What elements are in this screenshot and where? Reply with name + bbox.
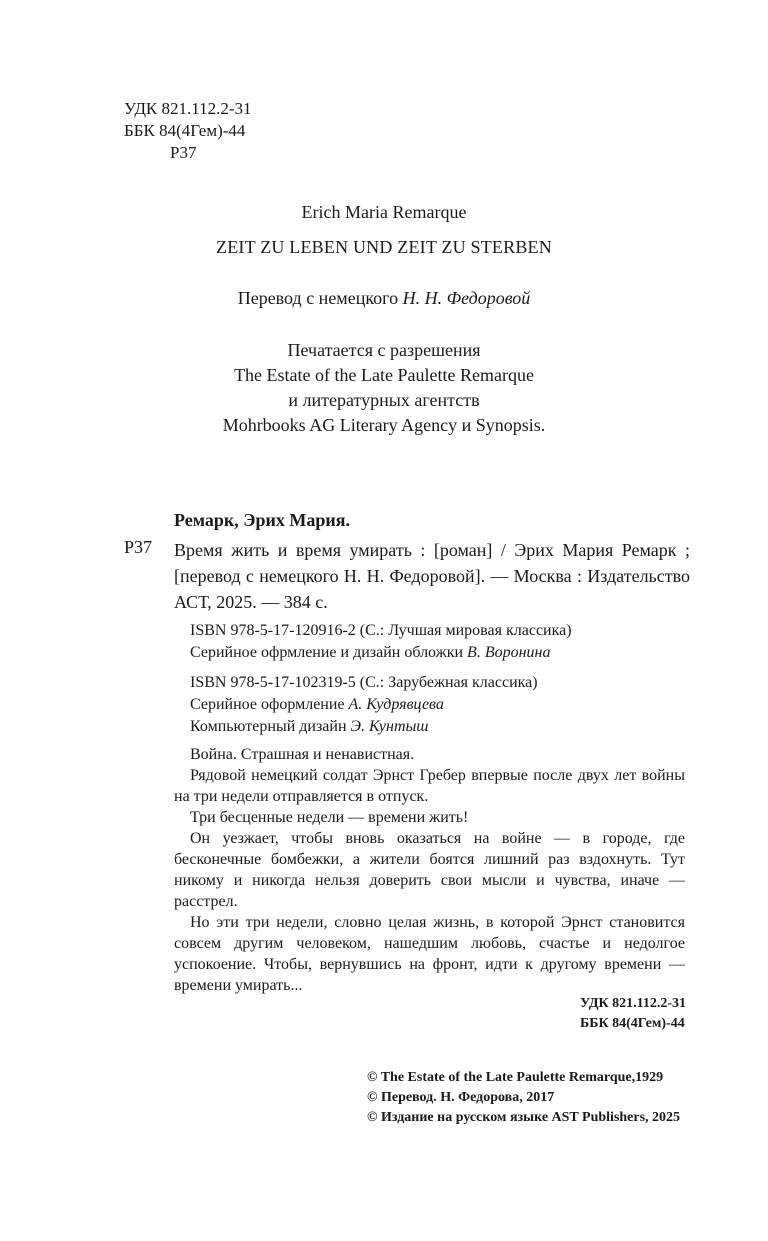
annotation-paragraph: Он уезжает, чтобы вновь оказаться на войне — в городе, где бесконечные бомбежки, а жители боятся лишний раз вздохнуть. Тут никому и никогда нельзя доверить свои мысли и чувства, иначе — расстрел. [174,830,685,910]
translation-prefix: Перевод с немецкого [237,288,399,308]
annotation-paragraph: Рядовой немецкий солдат Эрнст Гребер впервые после двух лет войны на три недели отправляется в отпуск. [174,767,685,805]
translator-name: Н. Н. Федоровой [402,288,531,308]
design-credit [190,694,538,716]
isbn-block [190,672,538,738]
design-credit-label: Серийное оформление [190,696,345,713]
udk-code: УДК 821.112.2-31 [124,99,252,118]
catalog-card-code: Р37 [124,537,153,557]
bbk-code: ББК 84(4Гем)-44 [124,121,246,140]
copyright-line: © Перевод. Н. Федорова, 2017 [367,1090,555,1105]
classification-block [124,98,252,164]
permission-line: Печатается с разрешения [287,340,481,360]
isbn-line: ISBN 978-5-17-102319-5 (С.: Зарубежная классика) [190,674,538,691]
author-sign: Р37 [170,143,197,162]
copyright-line: © The Estate of the Late Paulette Remarque,1929 [367,1070,664,1085]
designer-name: А. Кудрявцева [348,696,444,713]
design-credit-label: Серийное офрмление и дизайн обложки [190,644,464,661]
annotation-paragraph: Война. Страшная и ненавистная. [190,746,415,763]
annotation-paragraph: Три бесценные недели — времени жить! [190,809,469,826]
permission-line: и литературных агентств [288,390,480,410]
bibliographic-description: Время жить и время умирать : [роман] / Эрих Мария Ремарк ; [перевод с немецкого Н. Н. Федоровой]. — Москва : Издательство АСТ, 2025. — 384 с. [174,540,690,612]
layout-credit [190,716,538,738]
permission-line: The Estate of the Late Paulette Remarque [234,365,534,385]
isbn-line: ISBN 978-5-17-120916-2 (С.: Лучшая мировая классика) [190,622,572,639]
permission-line: Mohrbooks AG Literary Agency и Synopsis. [222,415,546,435]
designer-name: В. Воронина [467,644,551,661]
layout-designer-name: Э. Кунтыш [350,718,429,735]
isbn-block [190,620,572,664]
catalog-card-author: Ремарк, Эрих Мария. [174,510,350,530]
udk-code: УДК 821.112.2-31 [579,996,686,1011]
copyright-line: © Издание на русском языке AST Publishers, 2025 [367,1110,681,1125]
layout-credit-label: Компьютерный дизайн [190,718,347,735]
design-credit [190,642,572,664]
catalog-card-description [174,537,690,615]
annotation-paragraph: Но эти три недели, словно целая жизнь, в которой Эрнст становится совсем другим человеком, нашедшим любовь, счастье и недолгое успокоение. Чтобы, вернувшись на фронт, идти к другому времени — времени умирать... [174,914,685,994]
translation-credit [0,288,768,309]
annotation [174,744,685,996]
author-original-name: Erich Maria Remarque [301,202,467,222]
copyright-block [367,1068,680,1128]
original-title: ZEIT ZU LEBEN UND ZEIT ZU STERBEN [216,237,552,257]
bottom-classification [580,994,686,1034]
bbk-code: ББК 84(4Гем)-44 [579,1016,685,1031]
permission-notice [0,338,768,438]
